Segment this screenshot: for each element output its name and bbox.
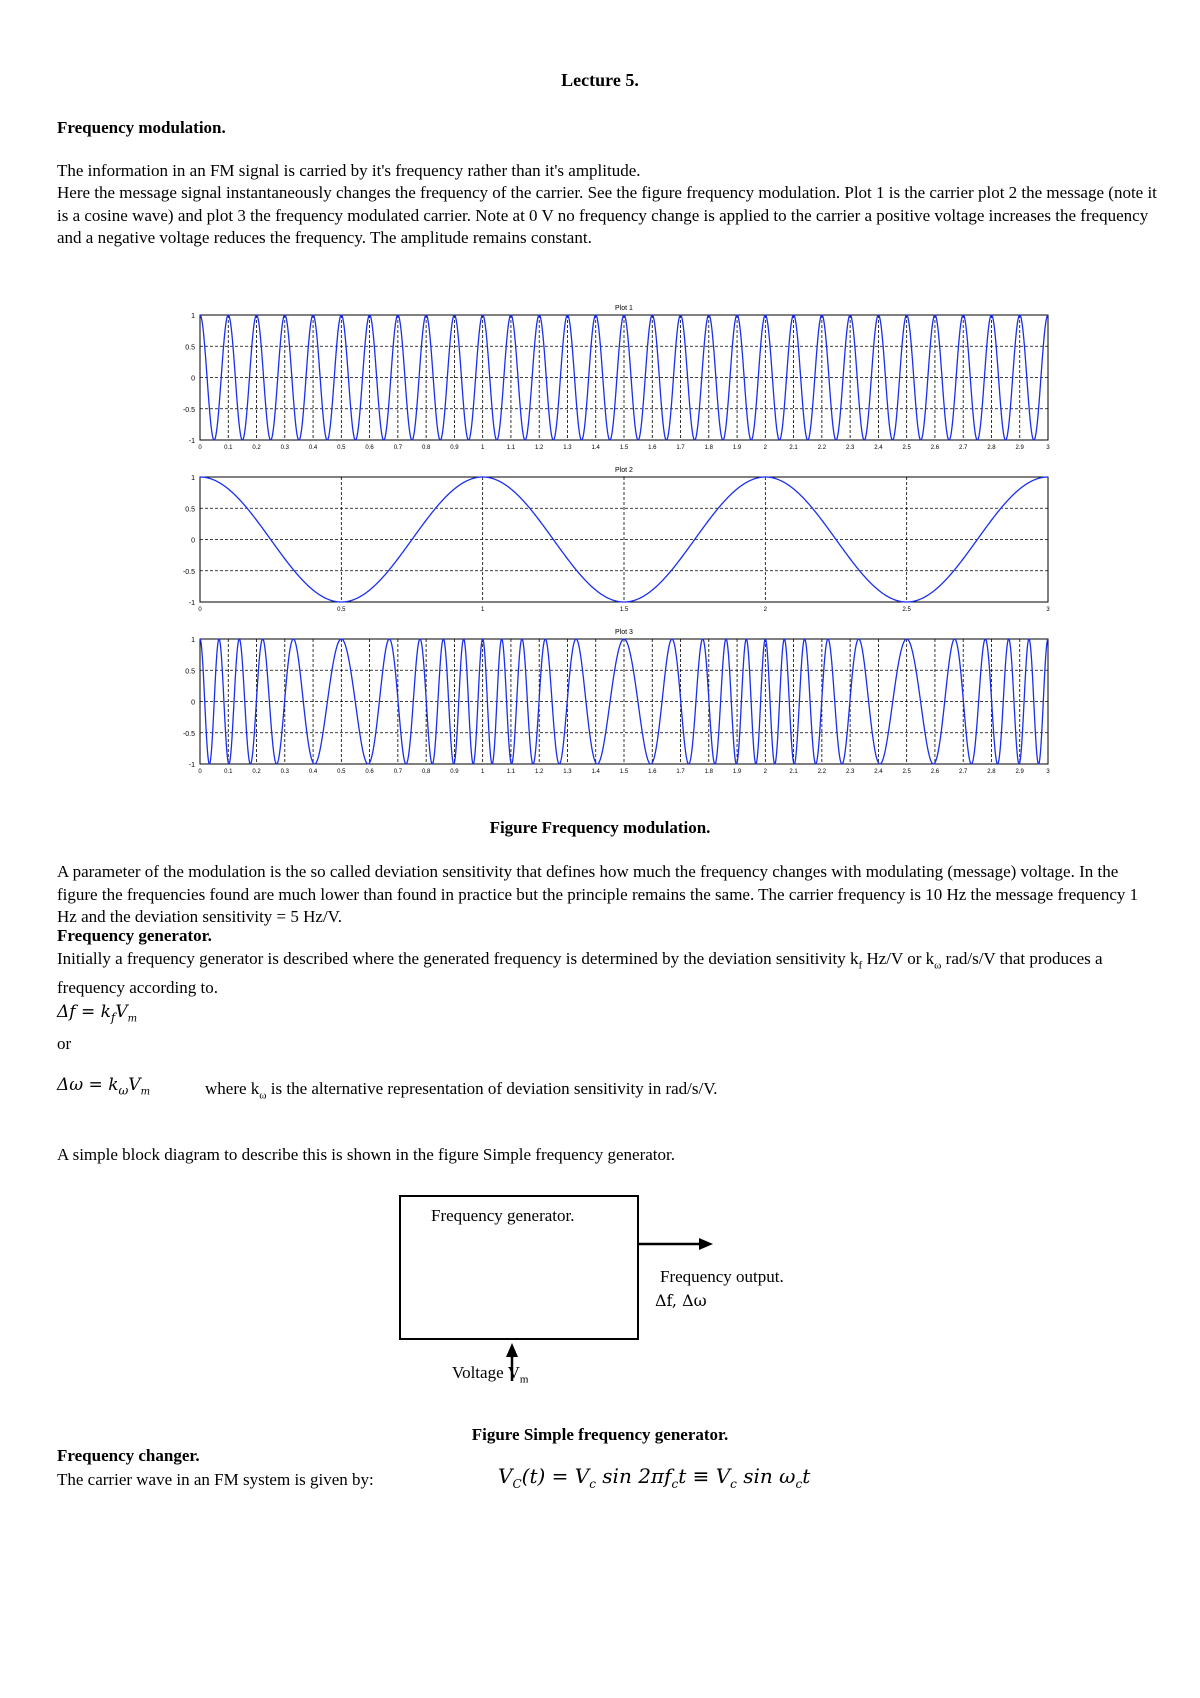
- section-heading-frequency-generator: Frequency generator.: [57, 926, 212, 945]
- section-heading-frequency-modulation: Frequency modulation.: [57, 118, 226, 137]
- output-sub-label: Δf, Δω: [655, 1291, 707, 1310]
- plot-title: Plot 1: [615, 305, 633, 312]
- plot-2: [183, 467, 1050, 613]
- page-title: Lecture 5.: [561, 70, 639, 90]
- x-tick-label: 1.9: [732, 769, 742, 775]
- x-tick-label: 1.7: [676, 769, 685, 775]
- x-tick-label: 2.7: [959, 445, 968, 451]
- x-tick-label: 0.8: [421, 445, 431, 451]
- x-tick-label: 2.9: [1015, 769, 1024, 775]
- x-tick-label: 0.9: [450, 769, 459, 775]
- x-tick-label: 2: [763, 607, 768, 613]
- x-tick-label: 0.8: [421, 769, 431, 775]
- x-tick-label: 1.5: [619, 607, 629, 613]
- y-tick-label: -1: [188, 600, 195, 607]
- y-tick-label: -0.5: [182, 406, 195, 414]
- x-tick-label: 1.4: [591, 769, 600, 775]
- y-tick-label: -0.5: [182, 730, 195, 738]
- x-tick-label: 1.1: [506, 445, 516, 451]
- x-tick-label: 2.4: [874, 445, 883, 451]
- x-tick-label: 0: [198, 769, 202, 775]
- x-tick-label: 3: [1046, 445, 1050, 451]
- fm-figure: [160, 300, 1060, 800]
- x-tick-label: 2.5: [902, 445, 911, 451]
- output-label: Frequency output.: [660, 1267, 784, 1286]
- x-tick-label: 2: [763, 445, 768, 451]
- x-tick-label: 2.5: [902, 607, 911, 613]
- x-tick-label: 1: [480, 607, 485, 613]
- x-tick-label: 2.9: [1015, 445, 1024, 451]
- or-text: or: [57, 1034, 72, 1053]
- x-tick-label: 2.2: [817, 769, 827, 775]
- intro-paragraph: The information in an FM signal is carried by it's frequency rather than it's amplitude.: [57, 161, 641, 180]
- y-tick-label: 0.5: [185, 668, 195, 676]
- x-tick-label: 1.2: [535, 769, 544, 775]
- y-tick-label: 0: [191, 375, 195, 383]
- plot-title: Plot 2: [615, 467, 633, 474]
- x-tick-label: 1.9: [732, 445, 742, 451]
- x-tick-label: 1.1: [506, 769, 516, 775]
- x-tick-label: 0.5: [337, 607, 346, 613]
- y-tick-label: 1: [191, 475, 195, 482]
- x-tick-label: 0: [198, 607, 202, 613]
- x-tick-label: 2.3: [845, 769, 855, 775]
- x-tick-label: 0.4: [308, 445, 318, 451]
- x-tick-label: 2: [763, 769, 768, 775]
- block-diagram-intro: A simple block diagram to describe this is shown in the figure Simple frequency generator.: [57, 1145, 675, 1164]
- x-tick-label: 1.3: [563, 445, 572, 451]
- x-tick-label: 0.7: [393, 445, 403, 451]
- block-label: Frequency generator.: [431, 1206, 575, 1225]
- x-tick-label: 2.8: [987, 769, 996, 775]
- x-tick-label: 2.3: [845, 445, 855, 451]
- x-tick-label: 0.5: [337, 445, 346, 451]
- plot-3: [183, 629, 1050, 775]
- x-tick-label: 0.4: [308, 769, 318, 775]
- y-tick-label: 0.5: [185, 344, 195, 352]
- plot-title: Plot 3: [615, 629, 633, 636]
- carrier-wave-equation: $V_C(t) = V_c$ $\sin 2\pi f_ct \equiv V_c$ $\sin \omega_ct$: [498, 1464, 811, 1491]
- x-tick-label: 1: [480, 769, 485, 775]
- y-tick-label: 0: [191, 699, 195, 707]
- y-tick-label: 1: [191, 313, 195, 320]
- x-tick-label: 0.1: [224, 445, 233, 451]
- x-tick-label: 1.3: [563, 769, 572, 775]
- x-tick-label: 2.7: [959, 769, 968, 775]
- x-tick-label: 1.8: [704, 769, 713, 775]
- x-tick-label: 0.6: [365, 445, 374, 451]
- x-tick-label: 3: [1046, 607, 1050, 613]
- x-tick-label: 1.7: [676, 445, 685, 451]
- figure-caption-frequency-modulation: Figure Frequency modulation.: [489, 818, 711, 837]
- y-tick-label: -1: [188, 438, 195, 445]
- x-tick-label: 0: [198, 445, 202, 451]
- y-tick-label: -0.5: [182, 568, 195, 576]
- x-tick-label: 0.9: [450, 445, 459, 451]
- description-paragraph: Here the message signal instantaneously changes the frequency of the carrier. See the figure frequency modulation. Plot 1 is the carrier plot 2 the message (note it is a cosine wave) and plot 3 the frequency modulated carrier. Note at 0 V no frequency change is applied to the carrier a positive voltage increases the frequency and a negative voltage reduces the frequency. The amplitude remains constant.: [57, 183, 1157, 247]
- figure-caption-simple-frequency-generator: Figure Simple frequency generator.: [471, 1425, 729, 1444]
- y-tick-label: -1: [188, 762, 195, 769]
- equation-delta-f: $\Delta f = k_fV_m$: [57, 1002, 138, 1025]
- x-tick-label: 2.8: [987, 445, 996, 451]
- carrier-wave-paragraph: The carrier wave in an FM system is given by:: [57, 1470, 374, 1489]
- x-tick-label: 1: [480, 445, 485, 451]
- x-tick-label: 2.1: [789, 769, 798, 775]
- x-tick-label: 3: [1046, 769, 1050, 775]
- y-tick-label: 1: [191, 637, 195, 644]
- equation-delta-omega: $\Delta\omega = k_\omega V_m$: [57, 1075, 151, 1098]
- x-tick-label: 2.4: [874, 769, 883, 775]
- x-tick-label: 2.6: [930, 445, 940, 451]
- x-tick-label: 0.7: [393, 769, 403, 775]
- x-tick-label: 0.2: [252, 445, 261, 451]
- deviation-sensitivity-paragraph: A parameter of the modulation is the so called deviation sensitivity that defines how much the frequency changes with modulating (message) voltage. In the figure the frequencies found are much lower than found in practice but the principle remains the same. The carrier frequency is 10 Hz the message frequency 1 Hz and the deviation sensitivity = 5 Hz/V.: [57, 862, 1139, 926]
- x-tick-label: 0.2: [252, 769, 261, 775]
- x-tick-label: 1.6: [648, 769, 657, 775]
- x-tick-label: 1.4: [591, 445, 600, 451]
- x-tick-label: 2.2: [817, 445, 827, 451]
- y-tick-label: 0.5: [185, 506, 195, 514]
- section-heading-frequency-changer: Frequency changer.: [57, 1446, 200, 1465]
- x-tick-label: 2.6: [930, 769, 940, 775]
- x-tick-label: 1.8: [704, 445, 713, 451]
- x-tick-label: 0.1: [224, 769, 233, 775]
- x-tick-label: 2.1: [789, 445, 798, 451]
- equation-note: where $k_\omega$ is the alternative representation of deviation sensitivity in rad/s/V.: [205, 1079, 718, 1102]
- x-tick-label: 2.5: [902, 769, 911, 775]
- output-arrow-icon: [639, 1236, 719, 1252]
- input-label: Voltage $V_m$: [452, 1363, 529, 1386]
- plot-1: [183, 305, 1050, 451]
- x-tick-label: 0.6: [365, 769, 374, 775]
- x-tick-label: 1.5: [619, 445, 629, 451]
- x-tick-label: 1.6: [648, 445, 657, 451]
- x-tick-label: 0.5: [337, 769, 346, 775]
- x-tick-label: 0.3: [280, 445, 289, 451]
- y-tick-label: 0: [191, 537, 195, 545]
- x-tick-label: 1.5: [619, 769, 629, 775]
- frequency-generator-paragraph: Initially a frequency generator is described where the generated frequency is determined by the deviation sensitivity $k_f$ Hz/V or $k_\omega$ rad/s/V that produces a frequency according to.: [57, 949, 1103, 997]
- x-tick-label: 1.2: [535, 445, 544, 451]
- x-tick-label: 0.3: [280, 769, 289, 775]
